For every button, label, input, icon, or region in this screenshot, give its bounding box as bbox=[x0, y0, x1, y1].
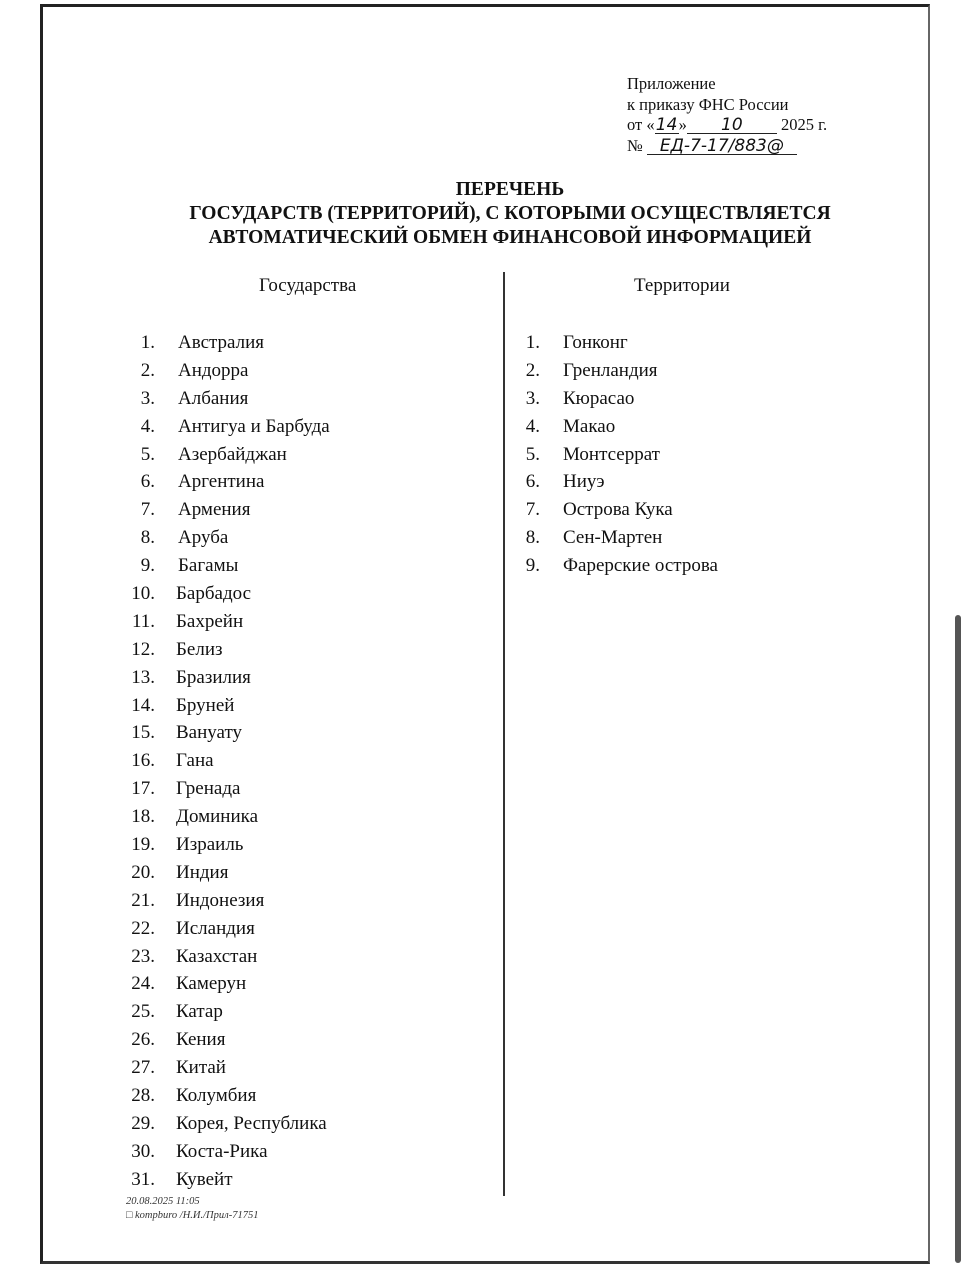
item-number: 28. bbox=[131, 1085, 155, 1107]
item-number: 2. bbox=[525, 359, 540, 381]
item-number: 26. bbox=[131, 1029, 155, 1051]
item-name: Гренада bbox=[176, 778, 241, 800]
item-name: Камерун bbox=[176, 973, 247, 995]
item-number: 23. bbox=[131, 945, 155, 967]
scrollbar[interactable] bbox=[955, 615, 961, 1263]
item-number: 29. bbox=[131, 1112, 155, 1134]
item-number: 15. bbox=[131, 722, 155, 744]
item-name: Катар bbox=[176, 1001, 223, 1023]
item-name: Исландия bbox=[176, 917, 255, 939]
item-number: 10. bbox=[131, 583, 155, 605]
item-number: 13. bbox=[131, 666, 155, 688]
date-month: 10 bbox=[687, 117, 777, 134]
date-suffix: » bbox=[678, 115, 687, 134]
item-name: Казахстан bbox=[176, 945, 258, 967]
item-number: 18. bbox=[131, 806, 155, 828]
item-number: 17. bbox=[131, 778, 155, 800]
item-name: Колумбия bbox=[176, 1085, 257, 1107]
item-name: Белиз bbox=[176, 638, 223, 660]
title-line: ГОСУДАРСТВ (ТЕРРИТОРИЙ), С КОТОРЫМИ ОСУЩЕСТВЛЯЕТСЯ bbox=[189, 203, 831, 224]
item-name: Бахрейн bbox=[176, 610, 244, 632]
item-name: Багамы bbox=[178, 555, 239, 577]
item-number: 1. bbox=[525, 332, 540, 353]
territories-header: Территории bbox=[634, 275, 730, 296]
item-number: 12. bbox=[131, 638, 155, 660]
item-number: 20. bbox=[131, 861, 155, 883]
item-name: Гана bbox=[176, 750, 214, 772]
states-header: Государства bbox=[259, 275, 357, 296]
item-number: 6. bbox=[525, 471, 540, 493]
page-title bbox=[140, 178, 880, 250]
item-name: Макао bbox=[563, 415, 616, 437]
item-number: 22. bbox=[131, 917, 155, 939]
item-number: 4. bbox=[525, 415, 540, 437]
item-name: Индия bbox=[176, 861, 229, 883]
item-name: Антигуа и Барбуда bbox=[178, 415, 330, 437]
item-number: 8. bbox=[525, 527, 540, 549]
item-name: Фарерские острова bbox=[563, 555, 718, 577]
appendix-order: к приказу ФНС России bbox=[627, 94, 789, 114]
item-number: 27. bbox=[131, 1057, 155, 1079]
item-name: Сен-Мартен bbox=[563, 527, 663, 549]
date-prefix: от « bbox=[627, 115, 655, 134]
title-line: АВТОМАТИЧЕСКИЙ ОБМЕН ФИНАНСОВОЙ ИНФОРМАЦИЕЙ bbox=[208, 227, 812, 248]
item-name: Аргентина bbox=[178, 471, 265, 493]
footer-file: □ kompburo /Н.И./Прил-71751 bbox=[126, 1210, 259, 1221]
item-number: 6. bbox=[140, 471, 155, 493]
item-number: 24. bbox=[131, 973, 155, 995]
item-name: Армения bbox=[178, 499, 251, 521]
item-number: 4. bbox=[140, 415, 155, 437]
item-name: Барбадос bbox=[176, 583, 252, 605]
appendix-label: Приложение bbox=[627, 74, 716, 93]
item-name: Китай bbox=[176, 1057, 226, 1079]
item-name: Бразилия bbox=[176, 666, 251, 688]
item-name: Албания bbox=[178, 387, 249, 409]
item-number: 16. bbox=[131, 750, 155, 772]
item-number: 21. bbox=[131, 889, 155, 911]
footer-timestamp: 20.08.2025 11:05 bbox=[126, 1196, 200, 1207]
item-number: 8. bbox=[140, 527, 155, 549]
item-name: Коста-Рика bbox=[176, 1140, 268, 1162]
date-day: 14 bbox=[655, 115, 678, 135]
item-number: 7. bbox=[140, 499, 155, 521]
item-number: 7. bbox=[525, 499, 540, 521]
item-number: 11. bbox=[131, 610, 155, 632]
item-name: Гренландия bbox=[563, 359, 658, 381]
item-name: Острова Кука bbox=[563, 499, 673, 521]
item-name: Корея, Республика bbox=[176, 1112, 327, 1134]
item-number: 31. bbox=[131, 1168, 155, 1190]
item-number: 9. bbox=[525, 555, 540, 577]
item-name: Израиль bbox=[176, 834, 244, 856]
appendix-number bbox=[627, 136, 827, 157]
item-name: Ниуэ bbox=[563, 471, 605, 493]
order-number: ЕД-7-17/883@ bbox=[647, 138, 797, 155]
footer bbox=[126, 1195, 258, 1223]
item-number: 19. bbox=[131, 834, 155, 856]
item-name: Кувейт bbox=[176, 1168, 233, 1190]
number-prefix: № bbox=[627, 135, 643, 155]
appendix-date bbox=[627, 115, 827, 136]
item-number: 1. bbox=[140, 332, 155, 353]
item-name: Гонконг bbox=[563, 332, 628, 353]
date-year: 2025 г. bbox=[781, 115, 828, 134]
item-number: 9. bbox=[140, 555, 155, 577]
item-name: Индонезия bbox=[176, 889, 265, 911]
item-number: 25. bbox=[131, 1001, 155, 1023]
item-number: 3. bbox=[525, 387, 540, 409]
item-number: 30. bbox=[131, 1140, 155, 1162]
item-name: Кения bbox=[176, 1029, 226, 1051]
item-number: 5. bbox=[140, 443, 155, 465]
item-name: Австралия bbox=[178, 332, 265, 353]
item-name: Аруба bbox=[178, 527, 229, 549]
item-name: Вануату bbox=[176, 722, 243, 744]
item-name: Кюрасао bbox=[563, 387, 635, 409]
item-number: 3. bbox=[140, 387, 155, 409]
item-name: Доминика bbox=[176, 806, 259, 828]
item-name: Бруней bbox=[176, 694, 235, 716]
item-name: Азербайджан bbox=[178, 443, 287, 465]
item-number: 14. bbox=[131, 694, 155, 716]
item-name: Андорра bbox=[178, 359, 249, 381]
title-line: ПЕРЕЧЕНЬ bbox=[455, 179, 565, 200]
item-number: 2. bbox=[140, 359, 155, 381]
item-name: Монтсеррат bbox=[563, 443, 660, 465]
appendix-block bbox=[627, 74, 827, 156]
item-number: 5. bbox=[525, 443, 540, 465]
